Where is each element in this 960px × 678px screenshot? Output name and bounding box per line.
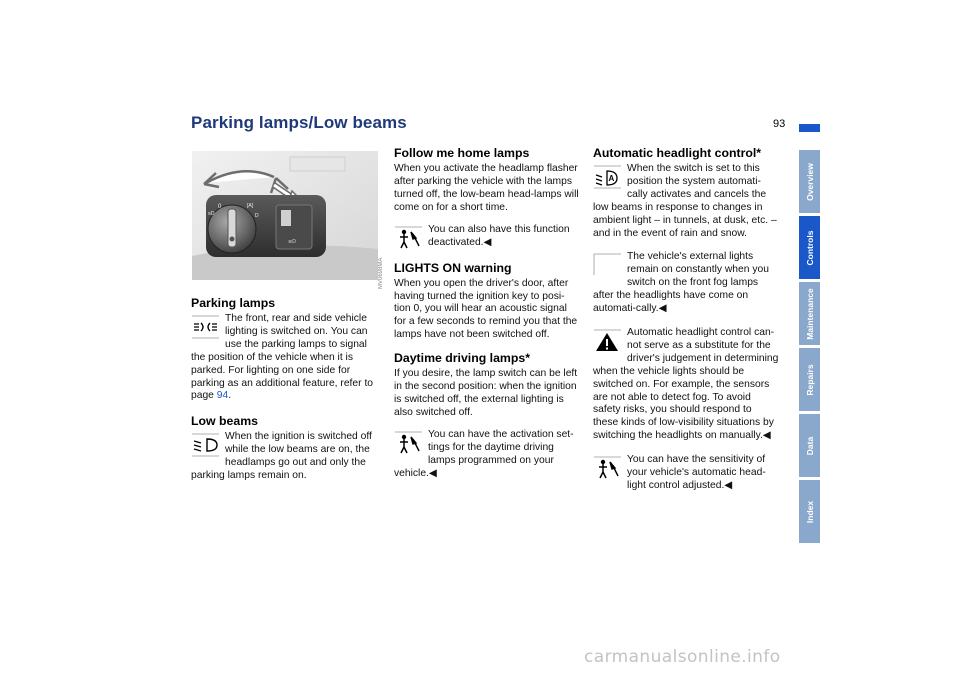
lights-on-warning-text: When you open the driver's door, after having turned the ignition key to posi-tion 0, you will hear an acoustic signal for a few seconds to remind you that the lamps have not been switched off. (394, 277, 578, 341)
column-3 (593, 146, 779, 504)
image-code: MV0698MA (378, 257, 384, 289)
auto-headlight-note-2-text: You can have the sensitivity of your vehicle's automatic head-light control adjusted.◀ (627, 454, 766, 491)
page-ref-link[interactable]: 94 (216, 390, 229, 402)
parking-lamps-block (191, 313, 377, 403)
low-beam-icon (191, 433, 220, 457)
low-beams-block (191, 431, 377, 483)
tab-label: Maintenance (804, 287, 815, 340)
parking-lamps-heading: Parking lamps (191, 296, 276, 310)
tab-data[interactable] (799, 414, 820, 477)
svg-text:0: 0 (218, 204, 222, 210)
tab-controls[interactable] (799, 216, 820, 279)
auto-headlight-note-1 (593, 251, 779, 316)
auto-headlight-warning-text: Automatic headlight control can-not serve as a substitute for the driver's judgement in determining when the vehicle lights should be switched on. For example, the sensors are not able to detect fog. To avoid safety risks, you should respond to these kinds of low-visibility situations by switching the headlights on manually.◀ (593, 326, 779, 442)
parking-lamp-icon (191, 315, 220, 339)
auto-headlight-warning (593, 327, 779, 443)
svg-text:≋D: ≋D (288, 239, 296, 245)
auto-headlight-icon (593, 165, 622, 189)
service-note-icon (593, 456, 622, 480)
follow-me-home-note (394, 224, 580, 250)
daytime-driving-heading: Daytime driving lamps* (394, 351, 530, 366)
follow-me-home-text: When you activate the headlamp flasher after parking the vehicle with the lamps turned off, the low-beam head-lamps will come on for a short time. (394, 163, 579, 213)
watermark: carmanualsonline.info (584, 647, 781, 667)
tab-repairs[interactable] (799, 348, 820, 411)
daytime-driving-note-text: You can have the activation set-tings for the daytime driving lamps programmed on your vehicle.◀ (394, 428, 574, 479)
parking-lamps-text: The front, rear and side vehicle lighting is switched on. You can use the parking lamps to signal the position of the vehicle when it is parked. For lighting on one side for parking as an additional feature, refer to page (191, 313, 374, 402)
service-note-icon (394, 226, 423, 250)
follow-me-home-heading: Follow me home lamps (394, 146, 530, 160)
auto-headlight-text: When the switch is set to this position the system automati-cally activates and cancels the low beams in response to changes in ambient light – in tunnels, at dusk, etc. – and in the event of rain and snow. (593, 163, 777, 239)
low-beams-text: When the ignition is switched off while the low beams are on, the headlamps go out and only the parking lamps remain on. (191, 431, 372, 482)
parking-lamps-text-end: . (228, 390, 232, 402)
page-marker (799, 124, 820, 132)
auto-headlight-heading: Automatic headlight control* (593, 146, 762, 160)
tab-index[interactable] (799, 480, 820, 543)
auto-headlight-block (593, 163, 779, 240)
daytime-driving-note (394, 429, 580, 481)
tab-label: Data (804, 436, 815, 455)
svg-text:[A]: [A] (247, 203, 254, 209)
column-2 (394, 146, 580, 491)
tab-label: Overview (804, 162, 815, 201)
svg-text:D: D (255, 213, 259, 219)
auto-headlight-note-2 (593, 454, 779, 493)
tab-maintenance[interactable] (799, 282, 820, 345)
lights-on-warning-heading: LIGHTS ON warning (394, 260, 512, 275)
tab-label: Controls (804, 230, 815, 265)
page-number: 93 (773, 118, 786, 130)
low-beams-heading: Low beams (191, 414, 258, 429)
svg-text:≡D: ≡D (208, 211, 215, 217)
page-title: Parking lamps/Low beams (191, 113, 407, 132)
tab-label: Repairs (804, 363, 815, 396)
follow-me-home-note-text: You can also have this function deactivated.◀ (428, 223, 570, 248)
tab-label: Index (804, 500, 815, 523)
tab-overview[interactable] (799, 150, 820, 213)
column-1 (191, 296, 377, 494)
warning-icon (593, 329, 622, 353)
service-note-icon (394, 431, 423, 455)
note-icon (593, 253, 622, 277)
light-switch-photo (192, 151, 378, 280)
auto-headlight-note-1-text: The vehicle's external lights remain on constantly when you switch on the front fog lamps after the headlights have come on automati-cally.◀ (593, 251, 769, 315)
daytime-driving-text: If you desire, the lamp switch can be left in the second position: when the ignition is switched off, the external lighting is also switched off. (394, 368, 578, 418)
svg-text:A: A (608, 174, 615, 183)
